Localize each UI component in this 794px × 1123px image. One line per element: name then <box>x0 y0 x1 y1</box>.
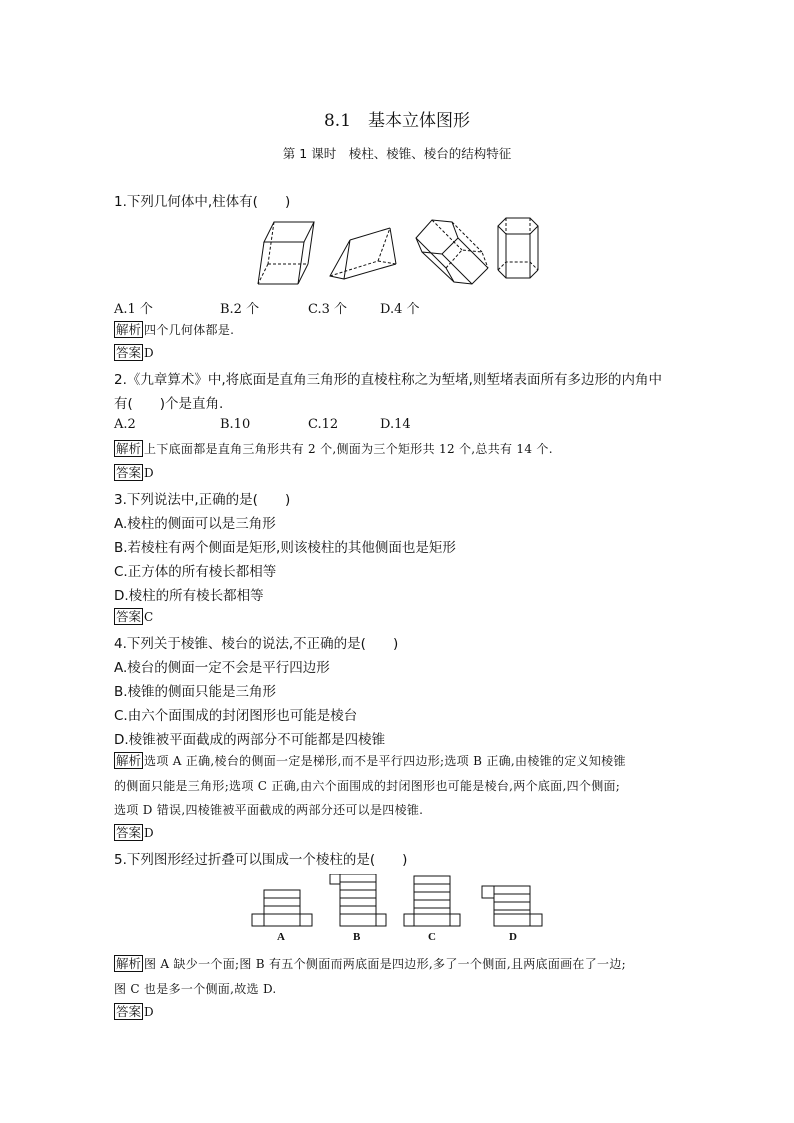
q1-stem: 1.下列几何体中,柱体有( ) <box>114 194 291 210</box>
triangular-prism-figure <box>330 228 396 279</box>
q3-answer <box>114 608 154 625</box>
q1-option-d: D.4 个 <box>380 302 420 317</box>
q2-option-a: A.2 <box>114 417 136 432</box>
q5-answer-text: D <box>144 1005 154 1019</box>
q1-answer <box>114 344 154 361</box>
answer-label: 答案 <box>116 345 142 360</box>
q2-option-c: C.12 <box>308 417 339 432</box>
q4-analysis <box>114 752 626 769</box>
q3-stem: 3.下列说法中,正确的是( ) <box>114 492 291 508</box>
net-c-label: C <box>428 931 436 943</box>
answer-label: 答案 <box>116 1004 142 1019</box>
q5-stem: 5.下列图形经过折叠可以围成一个棱柱的是( ) <box>114 852 408 868</box>
page-title: 8.1 基本立体图形 <box>323 111 471 131</box>
answer-label: 答案 <box>116 825 142 840</box>
q4-option-b: B.棱锥的侧面只能是三角形 <box>114 684 277 700</box>
q2-stem-line1: 2.《九章算术》中,将底面是直角三角形的直棱柱称之为堑堵,则堑堵表面所有多边形的内角中 <box>114 372 662 388</box>
net-d-label: D <box>509 931 517 943</box>
parallelepiped-figure <box>258 222 314 284</box>
q1-option-b: B.2 个 <box>220 302 260 317</box>
net-a-figure <box>252 890 312 926</box>
answer-label: 答案 <box>116 609 142 624</box>
net-c-figure <box>404 876 460 926</box>
q3-option-b: B.若棱柱有两个侧面是矩形,则该棱柱的其他侧面也是矩形 <box>114 540 456 556</box>
q3-answer-text: C <box>144 610 154 624</box>
net-a-label: A <box>277 931 285 943</box>
net-b-label: B <box>353 931 361 943</box>
q1-option-c: C.3 个 <box>308 302 348 317</box>
q2-analysis-text: 上下底面都是直角三角形共有 2 个,侧面为三个矩形共 12 个,总共有 14 个. <box>144 442 553 456</box>
hexagonal-prism-tilted-figure <box>416 220 488 284</box>
q4-analysis-line3: 选项 D 错误,四棱锥被平面截成的两部分还可以是四棱锥. <box>114 803 424 817</box>
net-d-figure <box>482 886 542 926</box>
q2-analysis <box>114 440 553 457</box>
analysis-label: 解析 <box>116 441 142 456</box>
q5-answer <box>114 1003 154 1020</box>
q4-option-a: A.棱台的侧面一定不会是平行四边形 <box>114 660 330 676</box>
analysis-label: 解析 <box>116 322 142 337</box>
hexagonal-prism-upright-figure <box>498 218 538 278</box>
q2-stem-line2: 有( )个是直角. <box>114 396 224 412</box>
q4-answer <box>114 824 154 841</box>
q5-nets-figure <box>250 874 550 946</box>
q1-option-a: A.1 个 <box>114 302 153 317</box>
analysis-label: 解析 <box>116 956 142 971</box>
q4-answer-text: D <box>144 826 154 840</box>
q4-analysis-line1: 选项 A 正确,棱台的侧面一定是梯形,而不是平行四边形;选项 B 正确,由棱锥的定义知棱锥 <box>144 754 626 768</box>
q2-option-d: D.14 <box>380 417 411 432</box>
q1-analysis-text: 四个几何体都是. <box>144 323 235 337</box>
q2-option-b: B.10 <box>220 417 251 432</box>
lesson-subtitle: 第 1 课时 棱柱、棱锥、棱台的结构特征 <box>282 146 512 161</box>
q4-option-c: C.由六个面围成的封闭图形也可能是棱台 <box>114 708 358 724</box>
q5-analysis-line2: 图 C 也是多一个侧面,故选 D. <box>114 982 277 996</box>
q3-option-d: D.棱柱的所有棱长都相等 <box>114 588 264 604</box>
q3-option-c: C.正方体的所有棱长都相等 <box>114 564 277 580</box>
q1-answer-text: D <box>144 346 154 360</box>
q2-answer <box>114 464 154 481</box>
q3-option-a: A.棱柱的侧面可以是三角形 <box>114 516 276 532</box>
q1-solids-figure <box>250 212 550 290</box>
answer-label: 答案 <box>116 465 142 480</box>
q5-analysis <box>114 955 626 972</box>
q4-stem: 4.下列关于棱锥、棱台的说法,不正确的是( ) <box>114 636 399 652</box>
net-b-figure <box>330 874 386 926</box>
q2-answer-text: D <box>144 466 154 480</box>
q5-analysis-line1: 图 A 缺少一个面;图 B 有五个侧面而两底面是四边形,多了一个侧面,且两底面画在了一边; <box>144 957 626 971</box>
q1-analysis <box>114 321 234 338</box>
q4-option-d: D.棱锥被平面截成的两部分不可能都是四棱锥 <box>114 732 386 748</box>
q4-analysis-line2: 的侧面只能是三角形;选项 C 正确,由六个面围成的封闭图形也可能是棱台,两个底面,四个侧面; <box>114 779 621 793</box>
analysis-label: 解析 <box>116 753 142 768</box>
